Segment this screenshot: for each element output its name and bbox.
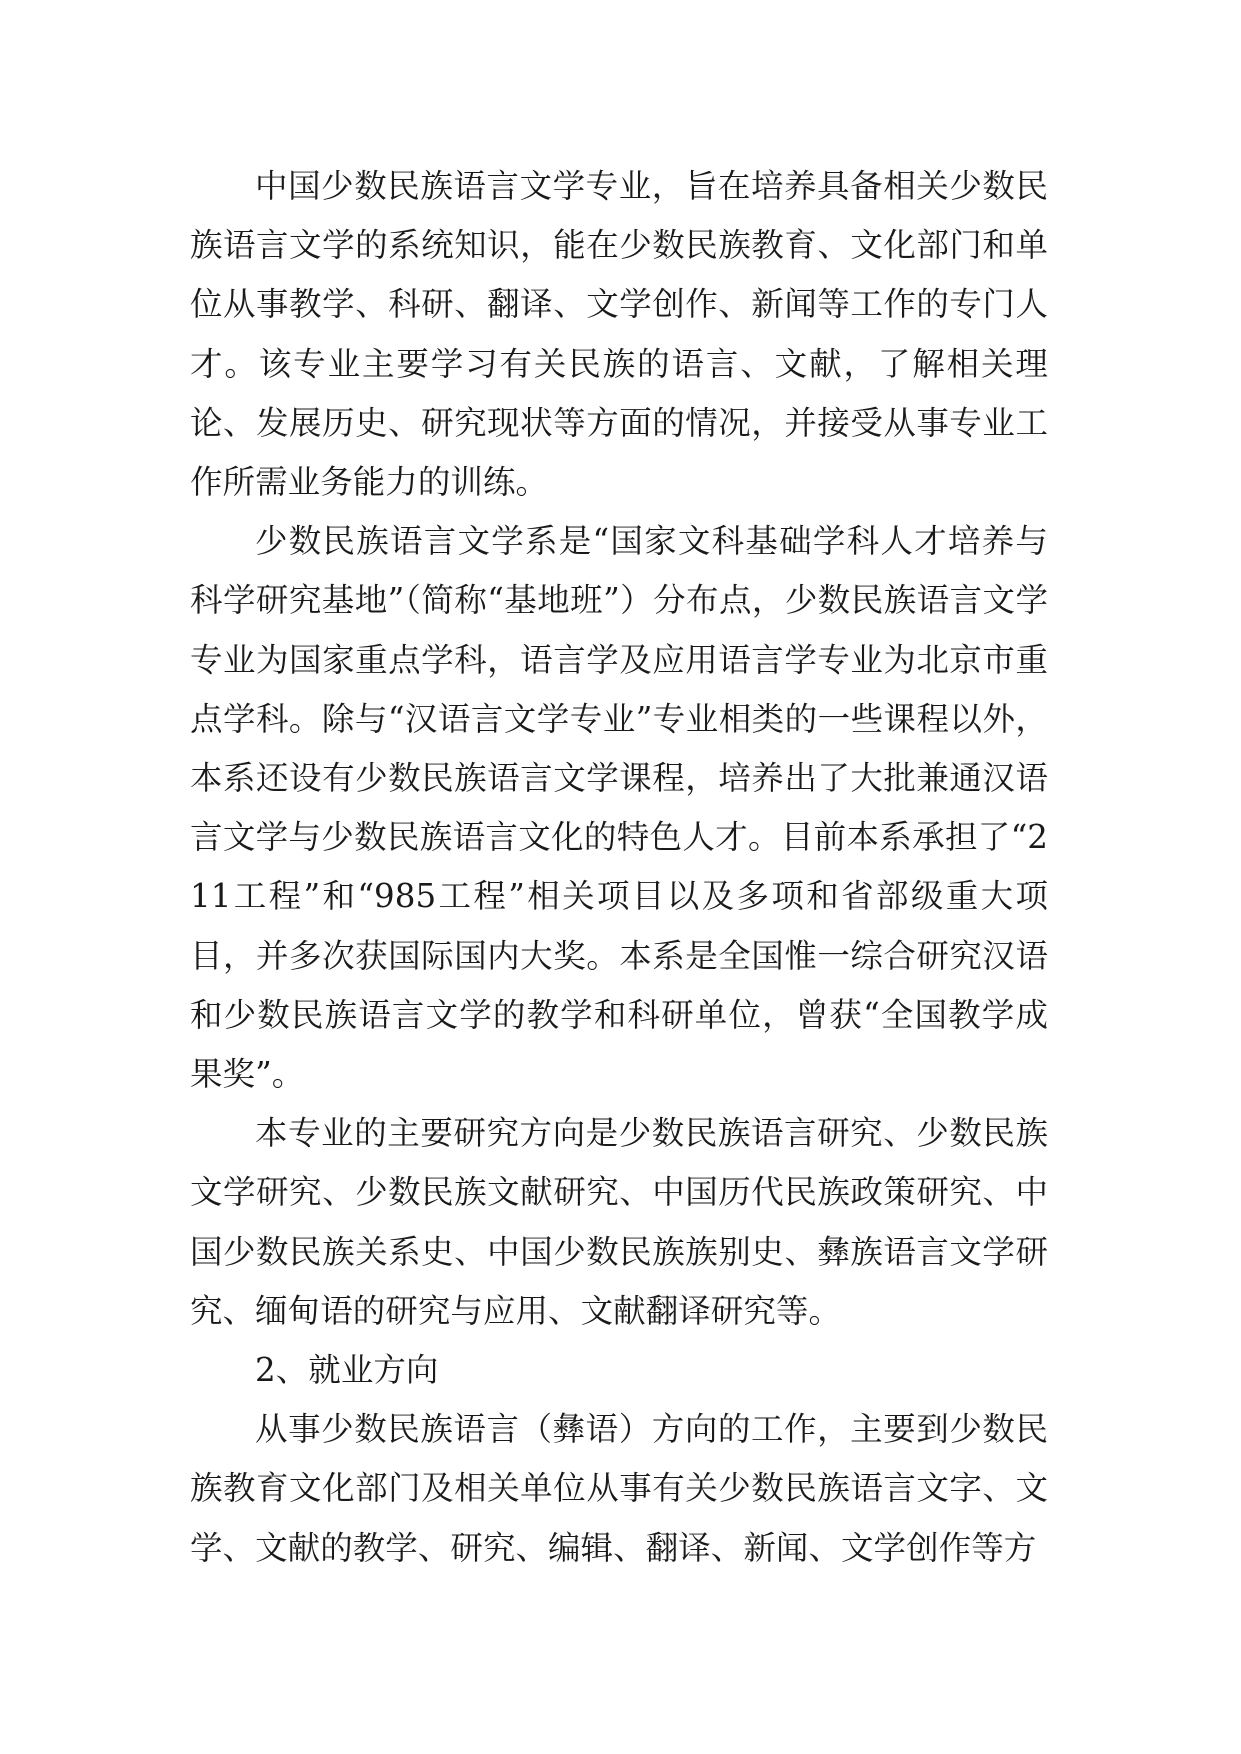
paragraph-program-overview: 中国少数民族语言文学专业，旨在培养具备相关少数民族语言文学的系统知识，能在少数民族教育、文化部门和单位从事教学、科研、翻译、文学创作、新闻等工作的专门人才。该专业主要学习有关民族的语言、文献，了解相关理论、发展历史、研究现状等方面的情况，并接受从事专业工作所需业务能力的训练。 [190, 167, 1048, 502]
paragraph-department-info: 少数民族语言文学系是“国家文科基础学科人才培养与科学研究基地”（简称“基地班”）分布点，少数民族语言文学专业为国家重点学科，语言学及应用语言学专业为北京市重点学科。除与“汉语言文学专业”专业相类的一些课程以外，本系还设有少数民族语言文学课程，培养出了大批兼通汉语言文学与少数民族语言文化的特色人才。目前本系承担了“211工程”和“985工程”相关项目以及多项和省部级重大项目，并多次获国际国内大奖。本系是全国惟一综合研究汉语和少数民族语言文学的教学和科研单位，曾获“全国教学成果奖”。 [190, 522, 1048, 1094]
paragraph-research-directions: 本专业的主要研究方向是少数民族语言研究、少数民族文学研究、少数民族文献研究、中国历代民族政策研究、中国少数民族关系史、中国少数民族族别史、彝族语言文学研究、缅甸语的研究与应用、文献翻译研究等。 [190, 1114, 1048, 1330]
paragraph-employment-direction: 从事少数民族语言（彝语）方向的工作，主要到少数民族教育文化部门及相关单位从事有关少数民族语言文字、文学、文献的教学、研究、编辑、翻译、新闻、文学创作等方 [190, 1410, 1048, 1567]
section-heading-employment: 2、就业方向 [255, 1351, 439, 1390]
document-body [190, 157, 1048, 1578]
